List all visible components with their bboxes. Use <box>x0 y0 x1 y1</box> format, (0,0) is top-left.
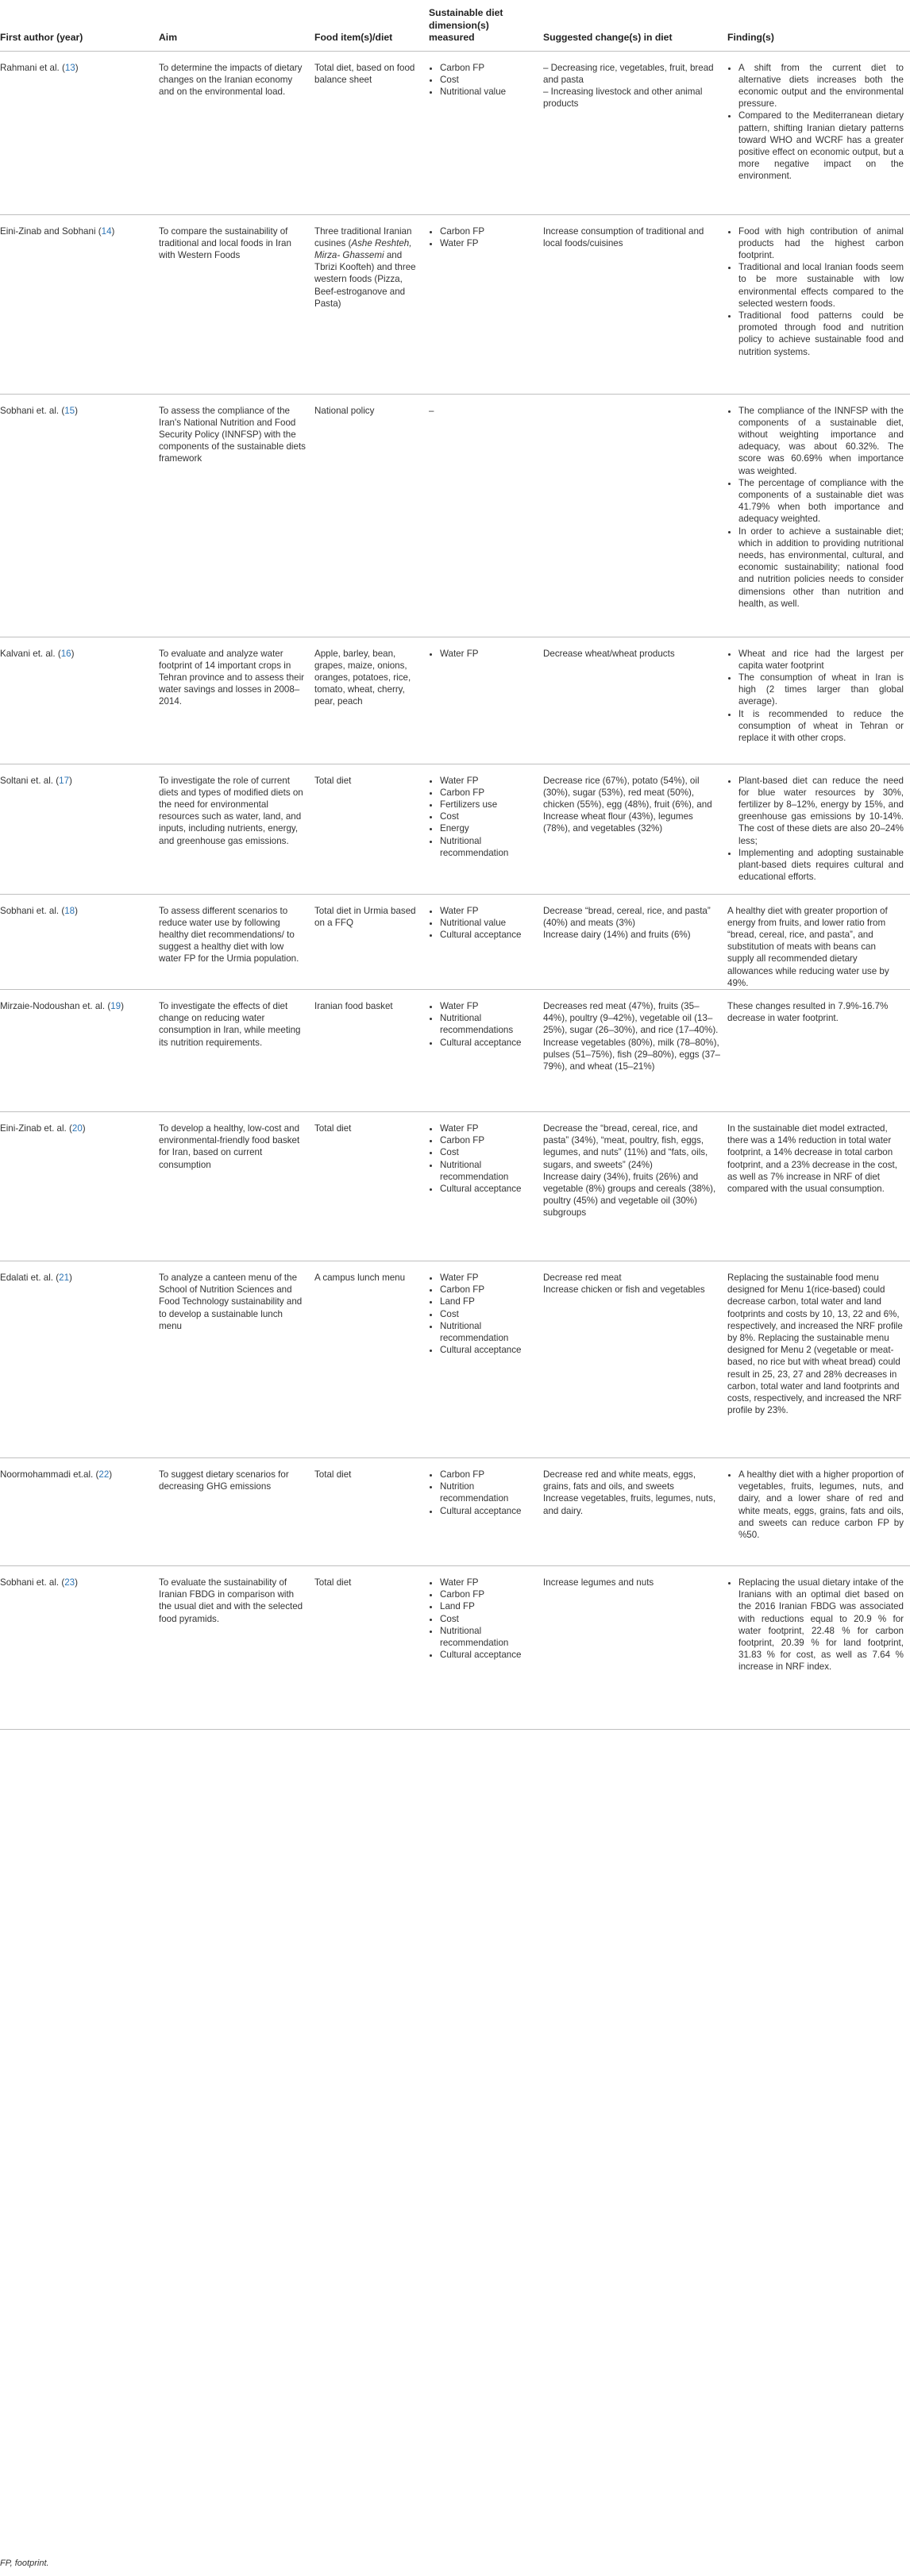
reference-number: 15 <box>64 405 75 416</box>
reference-number: 16 <box>60 648 71 659</box>
table-row <box>0 1111 910 1261</box>
aim-cell <box>159 637 314 764</box>
table-row <box>0 1565 910 1729</box>
finding-text: In the sustainable diet model extracted, there was a 14% reduction in total water footprint, a 14% decrease in total carbon footprint, and a 23% decrease in the cost, as well as 7% increase in NRF of diet compared with the usual consumption. <box>727 1122 897 1194</box>
dimension-item: • Carbon FP <box>440 1469 537 1481</box>
dimensions-cell <box>429 989 543 1111</box>
dimension-item: • Water FP <box>440 648 537 660</box>
dimension-item: • Land FP <box>440 1600 537 1612</box>
dimension-item: • Carbon FP <box>440 1588 537 1600</box>
changes-cell <box>543 764 727 894</box>
dimensions-cell <box>429 764 543 894</box>
food-cell <box>314 764 429 894</box>
table-row <box>0 637 910 764</box>
finding-item: • Implementing and adopting sustainable plant-based diets requires cultural and educational efforts. <box>738 847 904 884</box>
food-text: Total diet in Urmia based on a FFQ <box>314 905 416 928</box>
dimension-item: • Cost <box>440 1613 537 1625</box>
author-name: Kalvani et. al. <box>0 648 56 659</box>
changes-cell <box>543 1111 727 1261</box>
changes-cell <box>543 1457 727 1565</box>
dimension-item: • Nutritional recommendation <box>440 1625 537 1649</box>
aim-text: To suggest dietary scenarios for decreasing GHG emissions <box>159 1469 289 1492</box>
table-body <box>0 51 910 1729</box>
food-text: Three traditional Iranian cusines ( <box>314 225 412 248</box>
table-header <box>0 0 910 51</box>
food-text: Ashe Reshteh, Mirza- Ghassemi <box>314 237 412 260</box>
change-line: Increase dairy (14%) and fruits (6%) <box>543 929 691 940</box>
aim-text: To assess different scenarios to reduce water use by following healthy diet recommendations/ to suggest a healthy diet with low water FP for the Urmia population. <box>159 905 299 965</box>
change-line: Increase vegetables, fruits, legumes, nuts, and dairy. <box>543 1493 716 1516</box>
dimension-item: • Cultural acceptance <box>440 1649 537 1661</box>
aim-text: To develop a healthy, low-cost and environmental-friendly food basket for Iran, based on current consumption <box>159 1122 300 1170</box>
author-cell: Edalati et. al. (21) <box>0 1261 159 1457</box>
food-text: and Tbrizi Koofteh) and three western foods (Pizza, Beef-estroganove and Pasta) <box>314 249 416 309</box>
food-text: A campus lunch menu <box>314 1272 406 1283</box>
finding-item: • A healthy diet with a higher proportion of vegetables, fruits, legumes, nuts, and dairy, and a lower share of red and white meats, eggs, grains, fats and oils, and sweets can reduce carbon FP by %50. <box>738 1469 904 1541</box>
food-cell <box>314 894 429 989</box>
food-text: Total diet <box>314 1469 352 1480</box>
dimension-item: • Nutritional recommendation <box>440 1320 537 1344</box>
food-cell <box>314 989 429 1111</box>
change-line: Decrease wheat/wheat products <box>543 648 675 659</box>
reference-number: 23 <box>64 1577 75 1588</box>
table-footnote: FP, footprint. <box>0 2559 49 2568</box>
author-name: Sobhani et. al. <box>0 1577 60 1588</box>
food-text: Apple, barley, bean, grapes, maize, onions, oranges, potatoes, rice, tomato, wheat, cherry, pear, peach <box>314 648 411 707</box>
findings-cell <box>727 1457 910 1565</box>
dimensions-list <box>429 1122 537 1195</box>
finding-item: • The percentage of compliance with the components of a sustainable diet was 41.79% when both importance and adequacy weighted. <box>738 477 904 526</box>
aim-cell <box>159 394 314 637</box>
dimension-item: • Cultural acceptance <box>440 929 537 941</box>
dimension-item: • Carbon FP <box>440 787 537 799</box>
author-name: Mirzaie-Nodoushan et. al. <box>0 1000 106 1011</box>
dimensions-cell <box>429 894 543 989</box>
finding-item: • The compliance of the INNFSP with the components of a sustainable diet, without weighting importance and adequacy, was about 60.32%. The score was 60.69% when importance was weighted. <box>738 405 904 477</box>
food-text: National policy <box>314 405 375 416</box>
dimension-item: • Water FP <box>440 1577 537 1588</box>
findings-cell <box>727 764 910 894</box>
aim-cell <box>159 1565 314 1729</box>
finding-item: • Replacing the usual dietary intake of the Iranians with an optimal diet based on the 2016 Iranian FBDG was associated with reductions equal to 20.9 % for water footprint, 22.48 % for carbon footprint, 20.39 % for land footprint, 31.83 % for cost, as well as 7.64 % increase in NRF index. <box>738 1577 904 1673</box>
food-cell <box>314 394 429 637</box>
author-cell: Kalvani et. al. (16) <box>0 637 159 764</box>
dimensions-list <box>429 62 537 98</box>
dimensions-cell <box>429 214 543 394</box>
dimension-item: • Cultural acceptance <box>440 1037 537 1049</box>
finding-item: • The consumption of wheat in Iran is high (2 times larger than global average). <box>738 672 904 708</box>
aim-text: To investigate the role of current diets and types of modified diets on the need for environmental resources such as water, land, and inputs, including nutrients, energy, and greenhouse gas emissions. <box>159 775 303 846</box>
author-name: Soltani et. al. <box>0 775 54 786</box>
finding-item: • Wheat and rice had the largest per capita water footprint <box>738 648 904 672</box>
author-cell: Eini-Zinab and Sobhani (14) <box>0 214 159 394</box>
findings-cell <box>727 637 910 764</box>
findings-cell <box>727 1111 910 1261</box>
author-name: Eini-Zinab et. al. <box>0 1122 67 1134</box>
aim-text: To evaluate the sustainability of Iranian FBDG in comparison with the usual diet and with the selected food pyramids. <box>159 1577 303 1624</box>
dimensions-cell <box>429 637 543 764</box>
findings-cell <box>727 989 910 1111</box>
changes-cell <box>543 1261 727 1457</box>
dimension-item: • Carbon FP <box>440 1284 537 1296</box>
table-row <box>0 214 910 394</box>
dimensions-cell <box>429 51 543 214</box>
findings-cell <box>727 394 910 637</box>
author-cell: Sobhani et. al. (18) <box>0 894 159 989</box>
author-cell: Noormohammadi et.al. (22) <box>0 1457 159 1565</box>
author-cell: Sobhani et. al. (15) <box>0 394 159 637</box>
dimension-item: • Nutritional recommendations <box>440 1012 537 1036</box>
change-line: Decrease red and white meats, eggs, grains, fats and oils, and sweets <box>543 1469 696 1492</box>
header-dimensions: Sustainable diet dimension(s) measured <box>429 0 543 51</box>
dimension-item: • Water FP <box>440 1272 537 1284</box>
dimension-item: • Energy <box>440 822 537 834</box>
dimension-item: • Nutritional recommendation <box>440 835 537 859</box>
dimensions-list <box>429 1469 537 1517</box>
finding-item: • Traditional food patterns could be promoted through food and nutrition policy to achieve sustainable food and nutrition systems. <box>738 310 904 358</box>
finding-item: • Plant-based diet can reduce the need for blue water resources by 30%, fertilizer by 8–12%, energy by 15%, and greenhouse gas emissions by 10-14%. The cost of these diets are also 20–24% less; <box>738 775 904 847</box>
dimension-item: • Water FP <box>440 1122 537 1134</box>
reference-number: 19 <box>110 1000 121 1011</box>
change-line: Increase wheat flour (43%), legumes (78%), and vegetables (32%) <box>543 811 693 834</box>
change-line: Increase dairy (34%), fruits (26%) and vegetable (8%) groups and cereals (38%), poultry (45%) and vegetable oil (30%) subgroups <box>543 1171 716 1219</box>
dimensions-cell <box>429 1261 543 1457</box>
change-line: Decrease red meat <box>543 1272 622 1283</box>
change-line: Decrease rice (67%), potato (54%), oil (30%), sugar (53%), red meat (50%), chicken (55%), egg (48%), fruit (6%), and <box>543 775 712 810</box>
dimensions-cell <box>429 1457 543 1565</box>
findings-list <box>727 1577 904 1673</box>
finding-item: • It is recommended to reduce the consumption of wheat in Tehran or replace it with other crops. <box>738 708 904 745</box>
author-name: Sobhani et. al. <box>0 405 60 416</box>
dimension-item: • Carbon FP <box>440 1134 537 1146</box>
food-cell <box>314 1261 429 1457</box>
reference-number: 21 <box>59 1272 70 1283</box>
finding-item: • Food with high contribution of animal products had the highest carbon footprint. <box>738 225 904 262</box>
change-line: Increase legumes and nuts <box>543 1577 654 1588</box>
aim-cell <box>159 51 314 214</box>
finding-text: Replacing the sustainable food menu designed for Menu 1(rice-based) could decrease carbon, total water and land footprints and costs by 10, 13, 22 and 6%, respectively, and increased the NRF profile by 8%. Replacing the sustainable menu designed for Menu 2 (vegetable or meat-based, no rice but with wheat bread) could result in 25, 23, 27 and 28% decreases in carbon, total water and land footprints and costs, respectively, and increased the NRF profile by 23%. <box>727 1272 903 1416</box>
changes-cell <box>543 51 727 214</box>
author-cell: Mirzaie-Nodoushan et. al. (19) <box>0 989 159 1111</box>
food-cell <box>314 1457 429 1565</box>
dimension-item: • Cost <box>440 811 537 822</box>
table-row <box>0 1457 910 1565</box>
dimensions-list <box>429 1000 537 1049</box>
author-name: Edalati et. al. <box>0 1272 54 1283</box>
header-author: First author (year) <box>0 0 159 51</box>
reference-number: 13 <box>64 62 75 73</box>
findings-cell <box>727 894 910 989</box>
table-row <box>0 1261 910 1457</box>
food-cell <box>314 1111 429 1261</box>
aim-cell <box>159 764 314 894</box>
aim-text: To investigate the effects of diet change on reducing water consumption in Iran, while meeting its nutrition requirements. <box>159 1000 301 1048</box>
dimensions-list <box>429 775 537 859</box>
food-cell <box>314 637 429 764</box>
finding-item: • Traditional and local Iranian foods seem to be more sustainable with low environmental effects compared to the selected western foods. <box>738 261 904 310</box>
aim-cell <box>159 1457 314 1565</box>
dimensions-list <box>429 905 537 941</box>
reference-number: 20 <box>71 1122 83 1134</box>
dimension-item: • Cultural acceptance <box>440 1505 537 1517</box>
aim-cell <box>159 1111 314 1261</box>
dimension-text: – <box>429 405 434 416</box>
changes-cell <box>543 894 727 989</box>
dimension-item: • Fertilizers use <box>440 799 537 811</box>
dimension-item: • Water FP <box>440 775 537 787</box>
changes-cell <box>543 989 727 1111</box>
aim-text: To compare the sustainability of traditional and local foods in Iran with Western Foods <box>159 225 291 260</box>
dimensions-cell <box>429 394 543 637</box>
food-cell <box>314 51 429 214</box>
dimension-item: • Nutritional value <box>440 86 537 98</box>
findings-cell <box>727 51 910 214</box>
header-row <box>0 0 910 51</box>
change-line: Decrease “bread, cereal, rice, and pasta” (40%) and meats (3%) <box>543 905 711 928</box>
aim-cell <box>159 214 314 394</box>
table-row <box>0 894 910 989</box>
finding-item: • Compared to the Mediterranean dietary pattern, shifting Iranian dietary patterns toward WHO and WCRF has a greater positive effect on economic output, but a more negative impact on the environment. <box>738 110 904 182</box>
finding-item: • A shift from the current diet to alternative diets increases both the economic output and the environmental pressure. <box>738 62 904 110</box>
dimension-item: • Water FP <box>440 237 537 249</box>
dimension-item: • Cost <box>440 74 537 86</box>
findings-list <box>727 1469 904 1541</box>
dimensions-list <box>429 648 537 660</box>
aim-text: To evaluate and analyze water footprint of 14 important crops in Tehran province and to assess their water savings and losses in 2008–2014. <box>159 648 305 707</box>
changes-cell <box>543 214 727 394</box>
aim-cell <box>159 1261 314 1457</box>
food-text: Total diet <box>314 775 352 786</box>
aim-text: To determine the impacts of dietary changes on the Iranian economy and on the environmental load. <box>159 62 303 97</box>
dimension-item: • Nutritional value <box>440 917 537 929</box>
dimension-item: • Nutrition recommendation <box>440 1481 537 1504</box>
author-name: Rahmani et al. <box>0 62 60 73</box>
findings-cell <box>727 214 910 394</box>
food-text: Total diet, based on food balance sheet <box>314 62 415 85</box>
change-line: – Decreasing rice, vegetables, fruit, bread and pasta <box>543 62 714 85</box>
findings-cell <box>727 1261 910 1457</box>
dimension-item: • Cost <box>440 1146 537 1158</box>
dimension-item: • Cultural acceptance <box>440 1344 537 1356</box>
dimensions-list <box>429 225 537 249</box>
findings-list <box>727 405 904 610</box>
author-name: Sobhani et. al. <box>0 905 60 916</box>
findings-cell <box>727 1565 910 1729</box>
dimension-item: • Water FP <box>440 905 537 917</box>
change-line: Increase consumption of traditional and local foods/cuisines <box>543 225 704 248</box>
changes-cell <box>543 1565 727 1729</box>
reference-number: 17 <box>59 775 70 786</box>
dimension-item: • Land FP <box>440 1296 537 1307</box>
aim-cell <box>159 989 314 1111</box>
aim-cell <box>159 894 314 989</box>
reference-number: 14 <box>101 225 112 237</box>
changes-cell <box>543 394 727 637</box>
finding-text: A healthy diet with greater proportion of energy from fruits, and lower ratio from “bread, cereal, rice, and pasta”, and substitution of meats with beans can supply all recommended dietary allowances while reducing water use by 49%. <box>727 905 889 988</box>
food-text: Iranian food basket <box>314 1000 393 1011</box>
change-line: Decreases red meat (47%), fruits (35–44%), poultry (9–42%), vegetable oil (13–25%), sugar (26–30%), and rice (17–40%). <box>543 1000 719 1036</box>
dimensions-cell <box>429 1565 543 1729</box>
header-food: Food item(s)/diet <box>314 0 429 51</box>
aim-text: To assess the compliance of the Iran's National Nutrition and Food Security Policy (INNFSP) with the components of the sustainable diets framework <box>159 405 306 464</box>
dimension-item: • Cost <box>440 1308 537 1320</box>
dimensions-list <box>429 1577 537 1661</box>
author-name: Eini-Zinab and Sobhani <box>0 225 96 237</box>
author-name: Noormohammadi et.al. <box>0 1469 94 1480</box>
dimension-item: • Carbon FP <box>440 225 537 237</box>
food-cell <box>314 214 429 394</box>
change-line: Increase vegetables (80%), milk (78–80%), pulses (51–75%), fish (29–80%), eggs (37–79%), and wheat (15–21%) <box>543 1037 720 1072</box>
findings-list <box>727 648 904 745</box>
finding-item: • In order to achieve a sustainable diet; which in addition to providing nutritional needs, has environmental, cultural, and economic sustainability; national food and nutrition policies needs to consider dimensions other than nutrition and health, as well. <box>738 526 904 610</box>
reference-number: 22 <box>98 1469 110 1480</box>
findings-list <box>727 225 904 358</box>
changes-cell <box>543 637 727 764</box>
dimension-item: • Cultural acceptance <box>440 1183 537 1195</box>
table-row <box>0 989 910 1111</box>
dimension-item: • Carbon FP <box>440 62 537 74</box>
change-line: – Increasing livestock and other animal products <box>543 86 703 110</box>
change-line: Decrease the “bread, cereal, rice, and pasta” (34%), “meat, poultry, fish, eggs, legumes, and nuts” (11%) and “fats, oils, sugars, and sweets” (24%) <box>543 1122 708 1170</box>
author-cell: Soltani et. al. (17) <box>0 764 159 894</box>
aim-text: To analyze a canteen menu of the School of Nutrition Sciences and Food Technology sustainability and to develop a sustainable lunch menu <box>159 1272 303 1331</box>
change-line: Increase chicken or fish and vegetables <box>543 1284 705 1296</box>
findings-list <box>727 62 904 183</box>
author-cell: Eini-Zinab et. al. (20) <box>0 1111 159 1261</box>
dimensions-list <box>429 1272 537 1356</box>
finding-text: These changes resulted in 7.9%-16.7% decrease in water footprint. <box>727 1000 889 1024</box>
food-cell <box>314 1565 429 1729</box>
dimension-item: • Water FP <box>440 1000 537 1012</box>
author-cell: Rahmani et al. (13) <box>0 51 159 214</box>
author-cell: Sobhani et. al. (23) <box>0 1565 159 1729</box>
findings-list <box>727 775 904 884</box>
dimension-item: • Nutritional recommendation <box>440 1159 537 1183</box>
reference-number: 18 <box>64 905 75 916</box>
header-changes: Suggested change(s) in diet <box>543 0 727 51</box>
dimensions-cell <box>429 1111 543 1261</box>
table-row <box>0 394 910 637</box>
food-text: Total diet <box>314 1122 352 1134</box>
table-row <box>0 764 910 894</box>
table-row <box>0 51 910 214</box>
header-findings: Finding(s) <box>727 0 910 51</box>
header-aim: Aim <box>159 0 314 51</box>
food-text: Total diet <box>314 1577 352 1588</box>
